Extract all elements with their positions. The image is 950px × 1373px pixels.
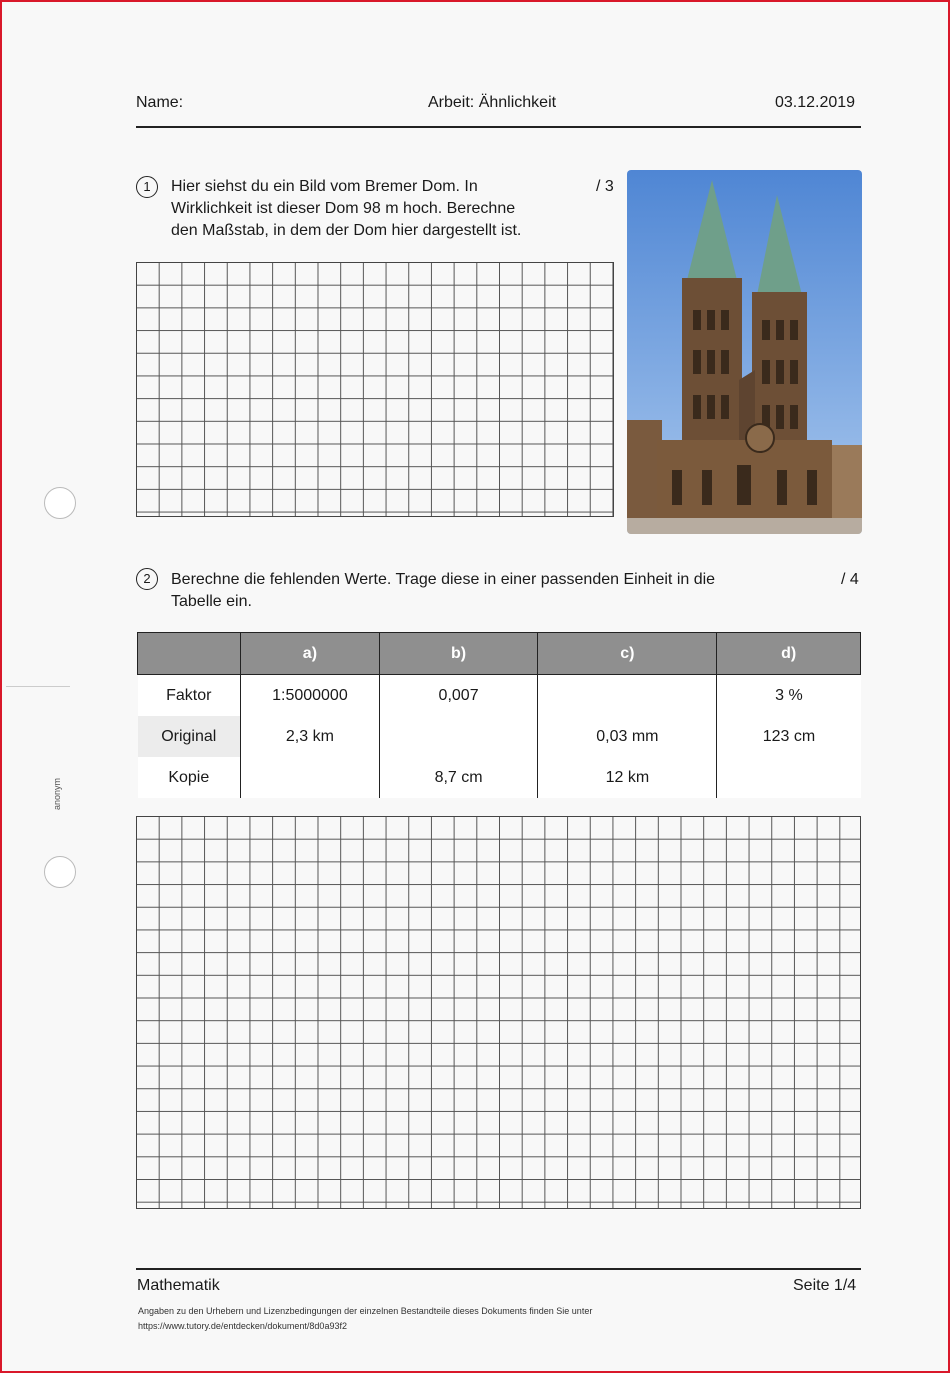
table-header-a: a) bbox=[241, 633, 380, 675]
header-divider bbox=[136, 126, 861, 128]
table-header-c: c) bbox=[538, 633, 717, 675]
task2-points: / 4 bbox=[841, 571, 859, 588]
attribution-line-1: Angaben zu den Urhebern und Lizenzbedingungen der einzelnen Bestandteile dieses Dokuments finden Sie unter bbox=[138, 1306, 593, 1316]
name-label: Name: bbox=[136, 94, 184, 111]
worksheet-date: 03.12.2019 bbox=[775, 94, 856, 111]
table-cell[interactable]: 12 km bbox=[538, 757, 717, 798]
attribution-link[interactable]: https://www.tutory.de/entdecken/dokument/8d0a93f2 bbox=[138, 1321, 347, 1331]
table-row bbox=[138, 716, 861, 757]
row-label: Original bbox=[138, 716, 241, 757]
task2-answer-grid[interactable] bbox=[136, 816, 861, 1209]
task2-text bbox=[171, 569, 715, 613]
fold-mark bbox=[6, 686, 70, 687]
table-cell[interactable]: 3 % bbox=[717, 675, 861, 717]
table-cell[interactable]: 8,7 cm bbox=[379, 757, 538, 798]
anonym-vertical-label: anonym bbox=[52, 777, 62, 810]
page-number: Seite 1/4 bbox=[793, 1277, 857, 1294]
task1-number: 1 bbox=[136, 176, 158, 198]
table-header-b: b) bbox=[379, 633, 538, 675]
table-header-row bbox=[138, 633, 861, 675]
task1-answer-grid[interactable] bbox=[136, 262, 614, 517]
table-header-d: d) bbox=[717, 633, 861, 675]
table-cell[interactable]: 123 cm bbox=[717, 716, 861, 757]
footer-divider bbox=[136, 1268, 861, 1270]
punch-hole-top bbox=[44, 487, 76, 519]
task1-line: Hier siehst du ein Bild vom Bremer Dom. In bbox=[171, 178, 478, 195]
task1-line: den Maßstab, in dem der Dom hier dargestellt ist. bbox=[171, 222, 522, 239]
table-cell[interactable]: 2,3 km bbox=[241, 716, 380, 757]
table-cell[interactable] bbox=[241, 757, 380, 798]
task2-line: Tabelle ein. bbox=[171, 593, 252, 610]
task2-number: 2 bbox=[136, 568, 158, 590]
table-row bbox=[138, 675, 861, 717]
worksheet-title: Arbeit: Ähnlichkeit bbox=[428, 94, 557, 111]
row-label: Faktor bbox=[138, 675, 241, 717]
table-cell[interactable]: 0,007 bbox=[379, 675, 538, 717]
task1-text bbox=[171, 176, 521, 242]
table-row bbox=[138, 757, 861, 798]
table-cell[interactable] bbox=[379, 716, 538, 757]
task2-line: Berechne die fehlenden Werte. Trage diese in einer passenden Einheit in die bbox=[171, 571, 716, 588]
table-cell[interactable] bbox=[538, 675, 717, 717]
table-cell[interactable]: 0,03 mm bbox=[538, 716, 717, 757]
table-header-empty bbox=[138, 633, 241, 675]
punch-hole-bottom bbox=[44, 856, 76, 888]
row-label: Kopie bbox=[138, 757, 241, 798]
task1-points: / 3 bbox=[596, 178, 614, 195]
task1-line: Wirklichkeit ist dieser Dom 98 m hoch. Berechne bbox=[171, 200, 516, 217]
values-table bbox=[137, 632, 861, 798]
table-cell[interactable] bbox=[717, 757, 861, 798]
bremen-cathedral-photo bbox=[627, 170, 862, 534]
table-cell[interactable]: 1:5000000 bbox=[241, 675, 380, 717]
subject-label: Mathematik bbox=[137, 1277, 220, 1294]
